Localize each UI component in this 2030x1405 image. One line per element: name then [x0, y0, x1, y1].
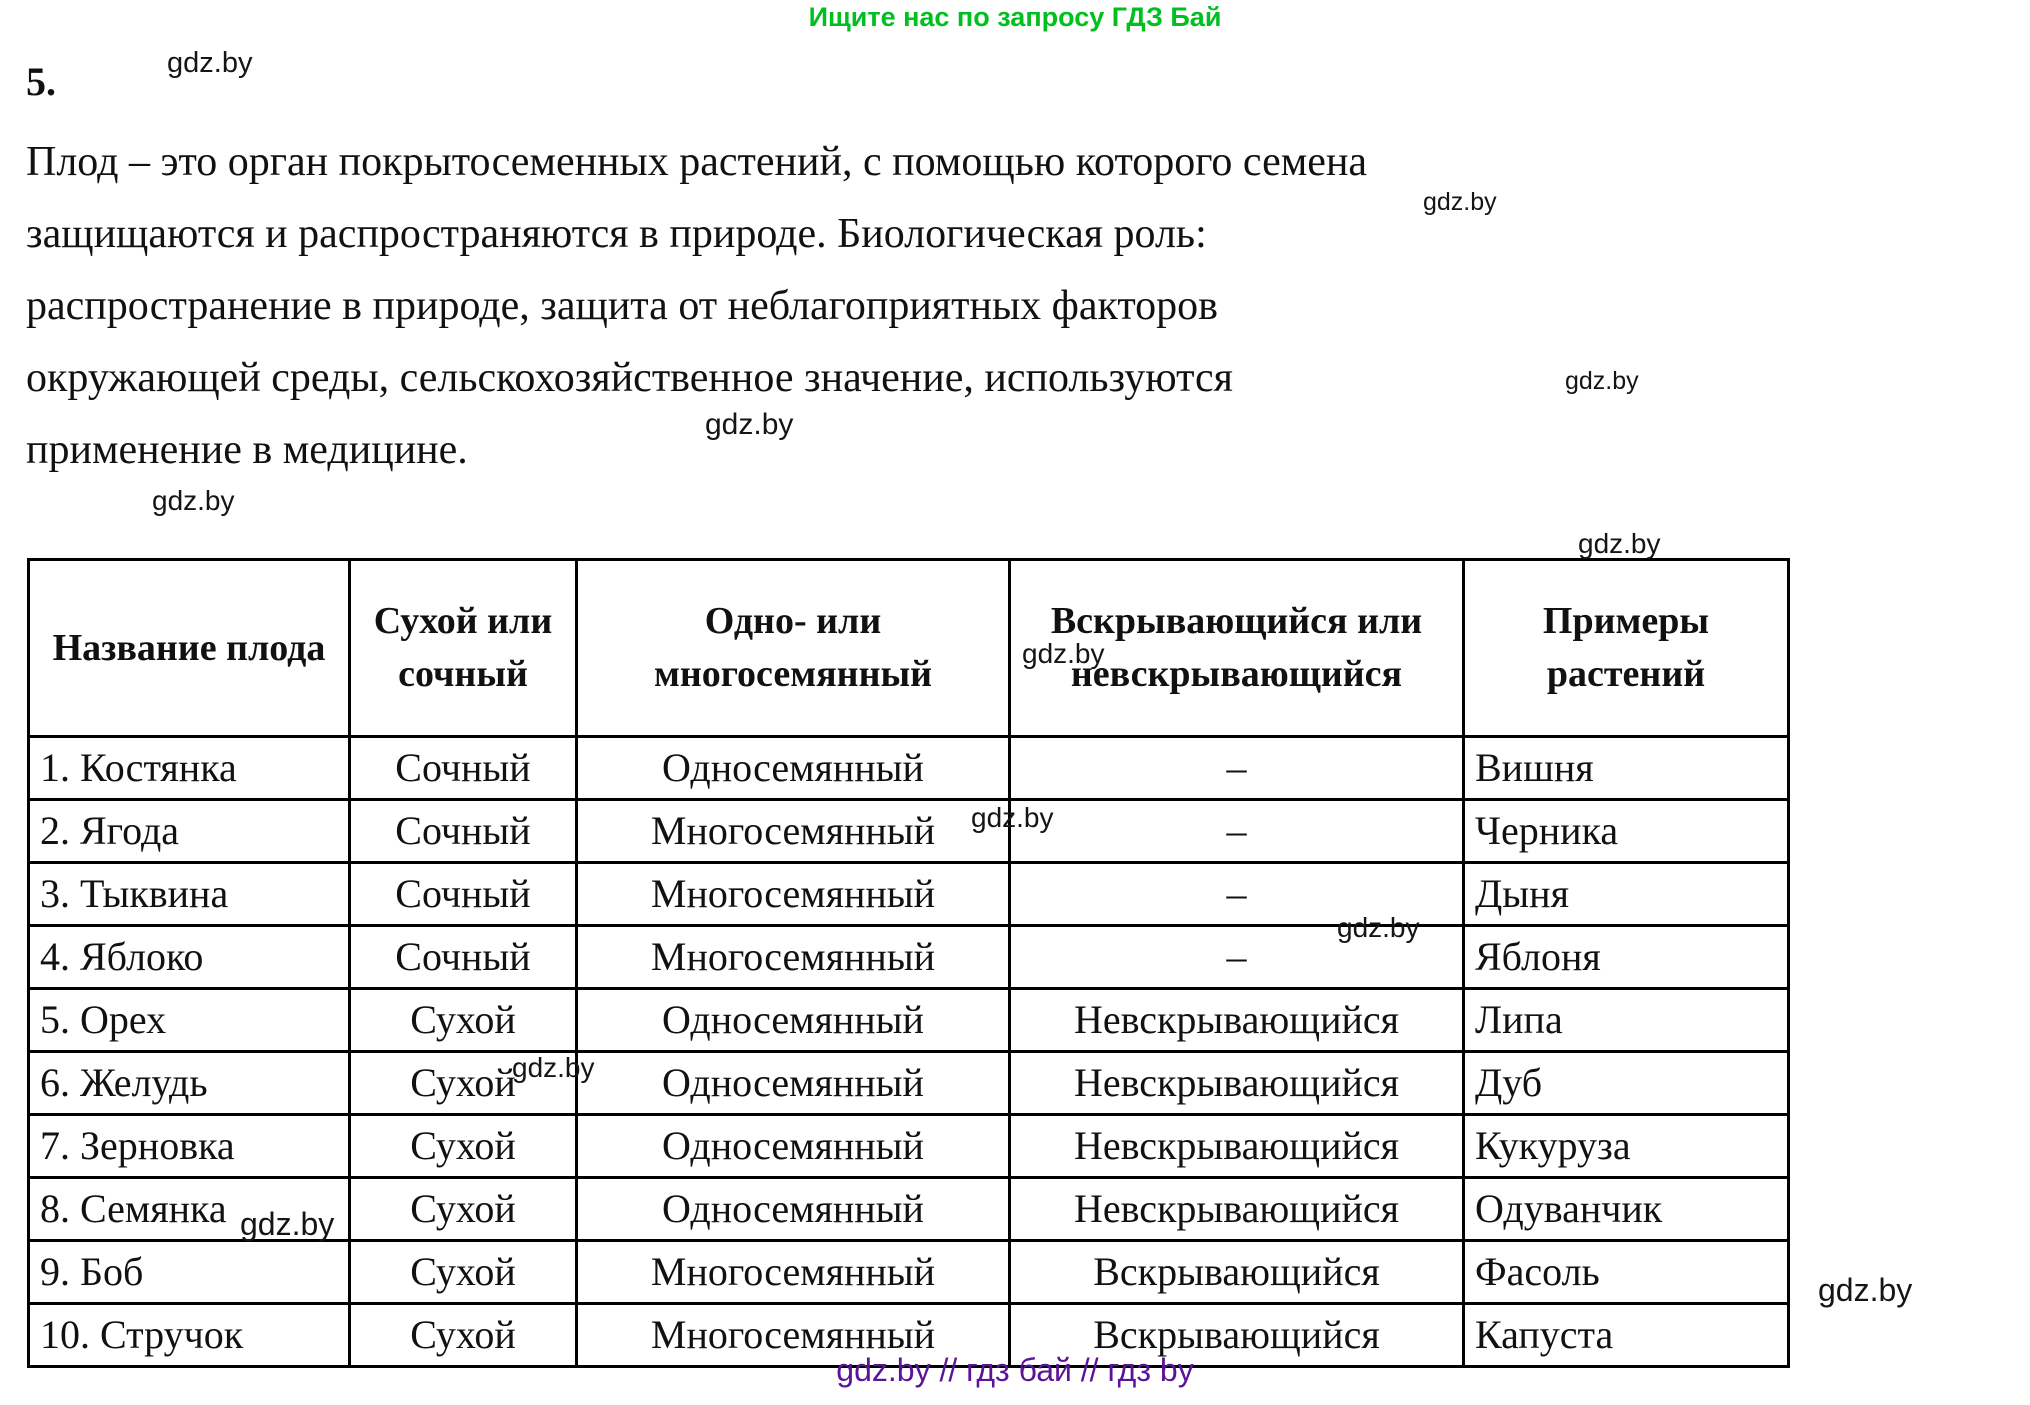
- cell-fruit-name: 2. Ягода: [29, 800, 350, 863]
- cell-dry-juicy: Сухой: [350, 1178, 577, 1241]
- cell-example: Капуста: [1464, 1304, 1789, 1367]
- gdz-watermark: gdz.by: [1818, 1272, 1913, 1308]
- cell-seed-count: Многосемянный: [577, 926, 1010, 989]
- cell-dry-juicy: Сухой: [350, 1052, 577, 1115]
- paragraph-line-1: Плод – это орган покрытосеменных растений, с помощью которого семена: [26, 139, 1368, 185]
- cell-seed-count: Односемянный: [577, 1178, 1010, 1241]
- gdz-watermark: gdz.by: [1565, 367, 1639, 395]
- cell-example: Кукуруза: [1464, 1115, 1789, 1178]
- table-row: [29, 1241, 1789, 1304]
- cell-fruit-name: 6. Желудь: [29, 1052, 350, 1115]
- table-row: [29, 737, 1789, 800]
- cell-seed-count: Многосемянный: [577, 800, 1010, 863]
- cell-dehiscence: –: [1010, 863, 1464, 926]
- cell-dry-juicy: Сухой: [350, 1304, 577, 1367]
- cell-dehiscence: –: [1010, 800, 1464, 863]
- table-row: [29, 926, 1789, 989]
- column-header-fruit-name: Название плода: [29, 560, 350, 737]
- gdz-watermark: gdz.by: [512, 1052, 595, 1083]
- gdz-watermark: gdz.by: [1423, 188, 1497, 216]
- cell-example: Фасоль: [1464, 1241, 1789, 1304]
- table-row: [29, 989, 1789, 1052]
- column-header-dry-or-juicy: Сухой или сочный: [350, 560, 577, 737]
- gdz-watermark: gdz.by: [705, 408, 794, 441]
- cell-example: Одуванчик: [1464, 1178, 1789, 1241]
- cell-example: Дыня: [1464, 863, 1789, 926]
- task-number: 5.: [26, 59, 56, 104]
- table-row: [29, 1052, 1789, 1115]
- cell-example: Черника: [1464, 800, 1789, 863]
- table-row: [29, 1178, 1789, 1241]
- cell-example: Вишня: [1464, 737, 1789, 800]
- table-row: [29, 800, 1789, 863]
- cell-dehiscence: Невскрывающийся: [1010, 1178, 1464, 1241]
- paragraph-line-3: распространение в природе, защита от неблагоприятных факторов: [26, 283, 1218, 329]
- cell-seed-count: Многосемянный: [577, 1304, 1010, 1367]
- column-header-plant-examples: Примеры растений: [1464, 560, 1789, 737]
- cell-seed-count: Односемянный: [577, 1052, 1010, 1115]
- gdz-watermark: gdz.by: [240, 1206, 335, 1242]
- table-body: [29, 737, 1789, 1367]
- cell-dehiscence: –: [1010, 926, 1464, 989]
- cell-dehiscence: Вскрывающийся: [1010, 1304, 1464, 1367]
- cell-dry-juicy: Сочный: [350, 926, 577, 989]
- paragraph-line-2: защищаются и распространяются в природе. Биологическая роль:: [26, 211, 1207, 257]
- table-row: [29, 1115, 1789, 1178]
- cell-dry-juicy: Сочный: [350, 800, 577, 863]
- cell-dry-juicy: Сочный: [350, 737, 577, 800]
- gdz-watermark: gdz.by: [167, 47, 253, 79]
- cell-fruit-name: 5. Орех: [29, 989, 350, 1052]
- cell-example: Дуб: [1464, 1052, 1789, 1115]
- cell-example: Яблоня: [1464, 926, 1789, 989]
- cell-fruit-name: 7. Зерновка: [29, 1115, 350, 1178]
- cell-fruit-name: 10. Стручок: [29, 1304, 350, 1367]
- table-row: [29, 863, 1789, 926]
- gdz-watermark: gdz.by: [971, 802, 1054, 833]
- gdz-watermark: gdz.by: [1578, 528, 1661, 559]
- column-header-dehiscence: Вскрывающийся или невскрывающийся: [1010, 560, 1464, 737]
- paragraph-line-5: применение в медицине.: [26, 427, 468, 473]
- cell-dehiscence: –: [1010, 737, 1464, 800]
- cell-seed-count: Односемянный: [577, 737, 1010, 800]
- cell-fruit-name: 9. Боб: [29, 1241, 350, 1304]
- cell-example: Липа: [1464, 989, 1789, 1052]
- fruit-table-container: [27, 558, 1787, 1368]
- cell-dehiscence: Вскрывающийся: [1010, 1241, 1464, 1304]
- cell-dehiscence: Невскрывающийся: [1010, 989, 1464, 1052]
- paragraph-line-4: окружающей среды, сельскохозяйственное значение, используются: [26, 355, 1233, 401]
- cell-dry-juicy: Сухой: [350, 1241, 577, 1304]
- cell-fruit-name: 4. Яблоко: [29, 926, 350, 989]
- cell-fruit-name: 8. Семянка: [29, 1178, 350, 1241]
- column-header-seed-count: Одно- или многосемянный: [577, 560, 1010, 737]
- cell-fruit-name: 3. Тыквина: [29, 863, 350, 926]
- cell-dehiscence: Невскрывающийся: [1010, 1052, 1464, 1115]
- gdz-watermark: gdz.by: [152, 485, 235, 516]
- cell-dry-juicy: Сухой: [350, 989, 577, 1052]
- answer-paragraph: [26, 126, 2004, 486]
- gdz-watermark: gdz.by: [1337, 912, 1420, 943]
- cell-seed-count: Односемянный: [577, 989, 1010, 1052]
- cell-dehiscence: Невскрывающийся: [1010, 1115, 1464, 1178]
- cell-dry-juicy: Сухой: [350, 1115, 577, 1178]
- cell-seed-count: Многосемянный: [577, 1241, 1010, 1304]
- cell-fruit-name: 1. Костянка: [29, 737, 350, 800]
- gdz-watermark: gdz.by: [1022, 638, 1105, 669]
- cell-seed-count: Односемянный: [577, 1115, 1010, 1178]
- cell-seed-count: Многосемянный: [577, 863, 1010, 926]
- table-header-row: [29, 560, 1789, 737]
- promo-banner: Ищите нас по запросу ГДЗ Бай: [808, 2, 1222, 32]
- footer-branding: gdz.by // гдз бай // гдз by: [836, 1352, 1194, 1388]
- cell-dry-juicy: Сочный: [350, 863, 577, 926]
- fruit-classification-table: [27, 558, 1790, 1368]
